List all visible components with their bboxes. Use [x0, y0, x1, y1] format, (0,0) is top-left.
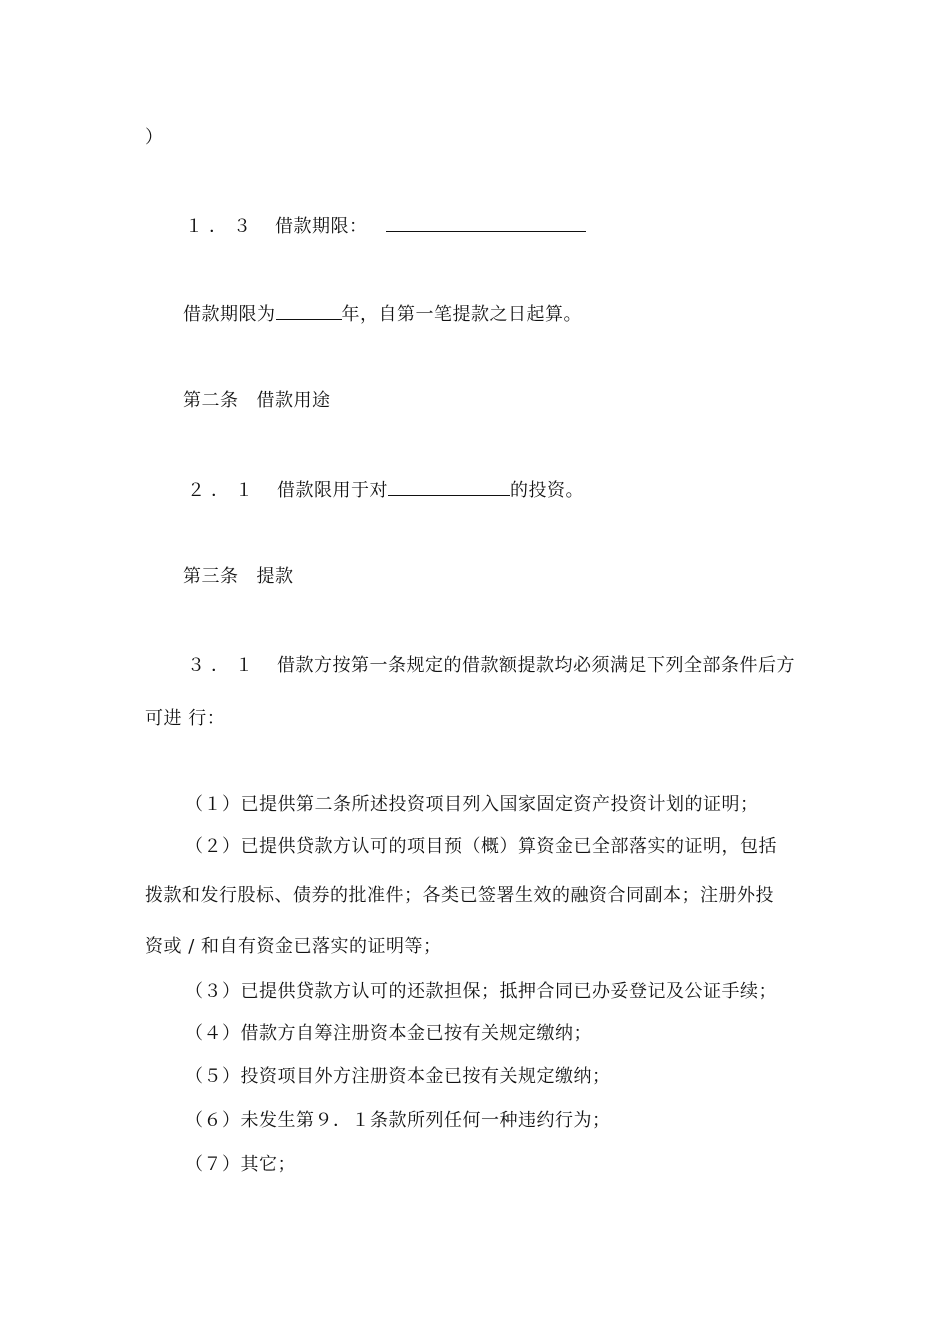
investment-target-blank[interactable] [388, 477, 510, 496]
stray-paren: ） [145, 127, 164, 148]
article-2-heading [183, 389, 331, 413]
section-1-3-number: １．３ [185, 216, 257, 237]
condition-7: （７）其它； [185, 1154, 296, 1175]
loan-term-before: 借款期限为 [183, 304, 276, 325]
article-3-title: 第三条 [183, 566, 239, 587]
clause-2-1 [187, 477, 584, 503]
condition-2: （２）已提供贷款方认可的项目预（概）算资金已全部落实的证明，包括 [185, 836, 777, 857]
section-1-3-heading [185, 213, 586, 239]
condition-4: （４）借款方自筹注册资本金已按有关规定缴纳； [185, 1023, 592, 1044]
clause-2-1-before: 借款限用于对 [277, 480, 388, 501]
condition-1: （１）已提供第二条所述投资项目列入国家固定资产投资计划的证明； [185, 794, 759, 815]
article-3-heading [183, 565, 294, 589]
section-1-3-label: 借款期限： [275, 216, 368, 237]
clause-3-1-line1 [187, 654, 795, 678]
article-2-title: 第二条 [183, 390, 239, 411]
clause-2-1-after: 的投资。 [510, 480, 584, 501]
condition-2-cont-1: 拨款和发行股标、债券的批准件；各类已签署生效的融资合同副本；注册外投 [145, 885, 774, 906]
clause-3-1-line2: 可进 行： [145, 708, 226, 729]
loan-term-blank[interactable] [386, 213, 586, 232]
article-2-name: 借款用途 [256, 390, 331, 411]
condition-5: （５）投资项目外方注册资本金已按有关规定缴纳； [185, 1066, 611, 1087]
loan-term-after: 年，自第一笔提款之日起算。 [341, 304, 582, 325]
loan-term-sentence [183, 301, 582, 327]
condition-6: （６）未发生第９．１条款所列任何一种违约行为； [185, 1110, 611, 1131]
clause-3-1-number: ３．１ [187, 655, 259, 676]
article-3-name: 提款 [256, 566, 294, 587]
condition-3: （３）已提供贷款方认可的还款担保；抵押合同已办妥登记及公证手续； [185, 981, 777, 1002]
condition-2-cont-2: 资或 / 和自有资金已落实的证明等； [145, 936, 442, 957]
clause-2-1-number: ２．１ [187, 480, 259, 501]
loan-years-blank[interactable] [276, 301, 342, 320]
clause-3-1-text: 借款方按第一条规定的借款额提款均必须满足下列全部条件后方 [277, 655, 795, 676]
